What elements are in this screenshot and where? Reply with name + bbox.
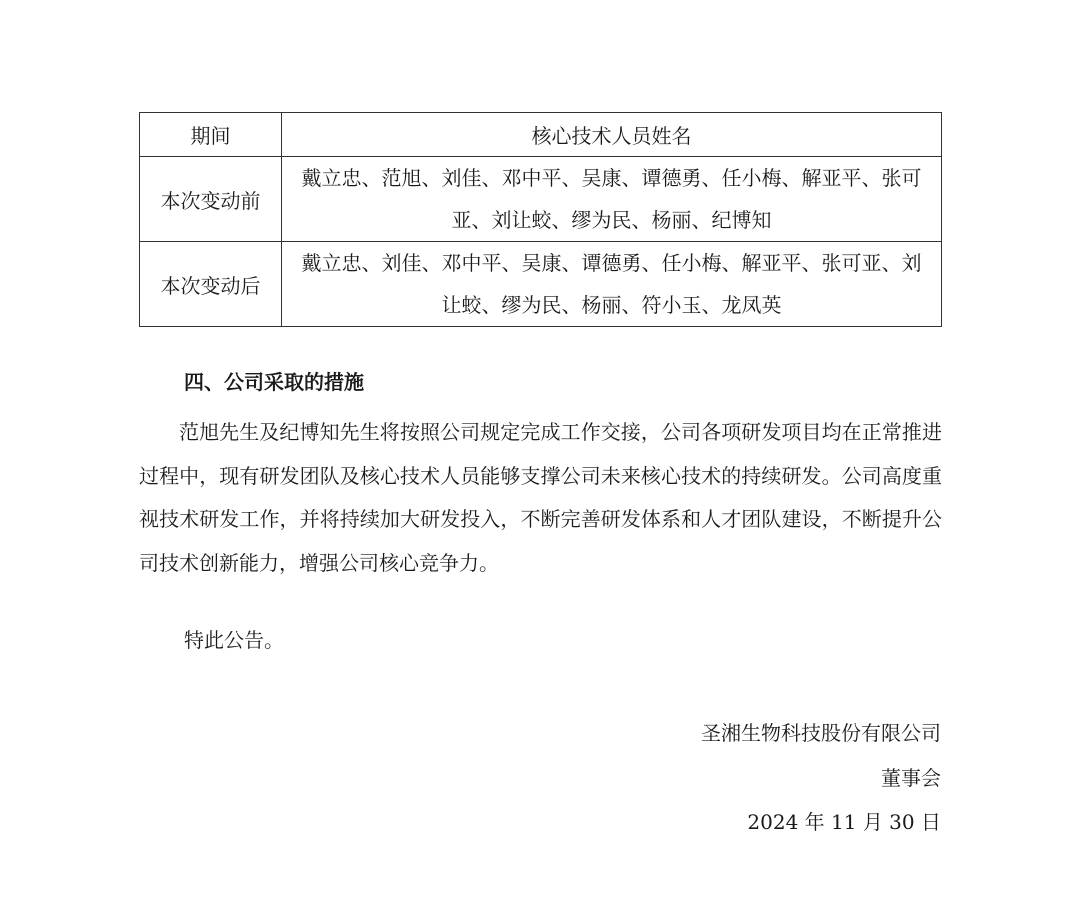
row-names-after: 戴立忠、刘佳、邓中平、吴康、谭德勇、任小梅、解亚平、张可亚、刘让蛟、缪为民、杨丽、符小玉、龙凤英 bbox=[282, 242, 942, 327]
row-period-after: 本次变动后 bbox=[140, 242, 282, 327]
table-row bbox=[140, 242, 942, 327]
signature-date: 2024 年 11 月 30 日 bbox=[747, 810, 941, 834]
closing-statement: 特此公告。 bbox=[184, 628, 284, 652]
row-names-before: 戴立忠、范旭、刘佳、邓中平、吴康、谭德勇、任小梅、解亚平、张可亚、刘让蛟、缪为民、杨丽、纪博知 bbox=[282, 157, 942, 242]
table-row bbox=[140, 157, 942, 242]
table-header-row bbox=[140, 113, 942, 157]
measures-paragraph: 范旭先生及纪博知先生将按照公司规定完成工作交接，公司各项研发项目均在正常推进过程中，现有研发团队及核心技术人员能够支撑公司未来核心技术的持续研发。公司高度重视技术研发工作，并将持续加大研发投入，不断完善研发体系和人才团队建设，不断提升公司技术创新能力，增强公司核心竞争力。 bbox=[139, 420, 942, 575]
signature-company: 圣湘生物科技股份有限公司 bbox=[701, 721, 941, 745]
section-heading: 四、公司采取的措施 bbox=[184, 370, 364, 394]
header-period: 期间 bbox=[140, 113, 282, 157]
header-names: 核心技术人员姓名 bbox=[282, 113, 942, 157]
signature-board: 董事会 bbox=[881, 766, 941, 790]
row-period-before: 本次变动前 bbox=[140, 157, 282, 242]
core-tech-personnel-table bbox=[139, 112, 942, 327]
